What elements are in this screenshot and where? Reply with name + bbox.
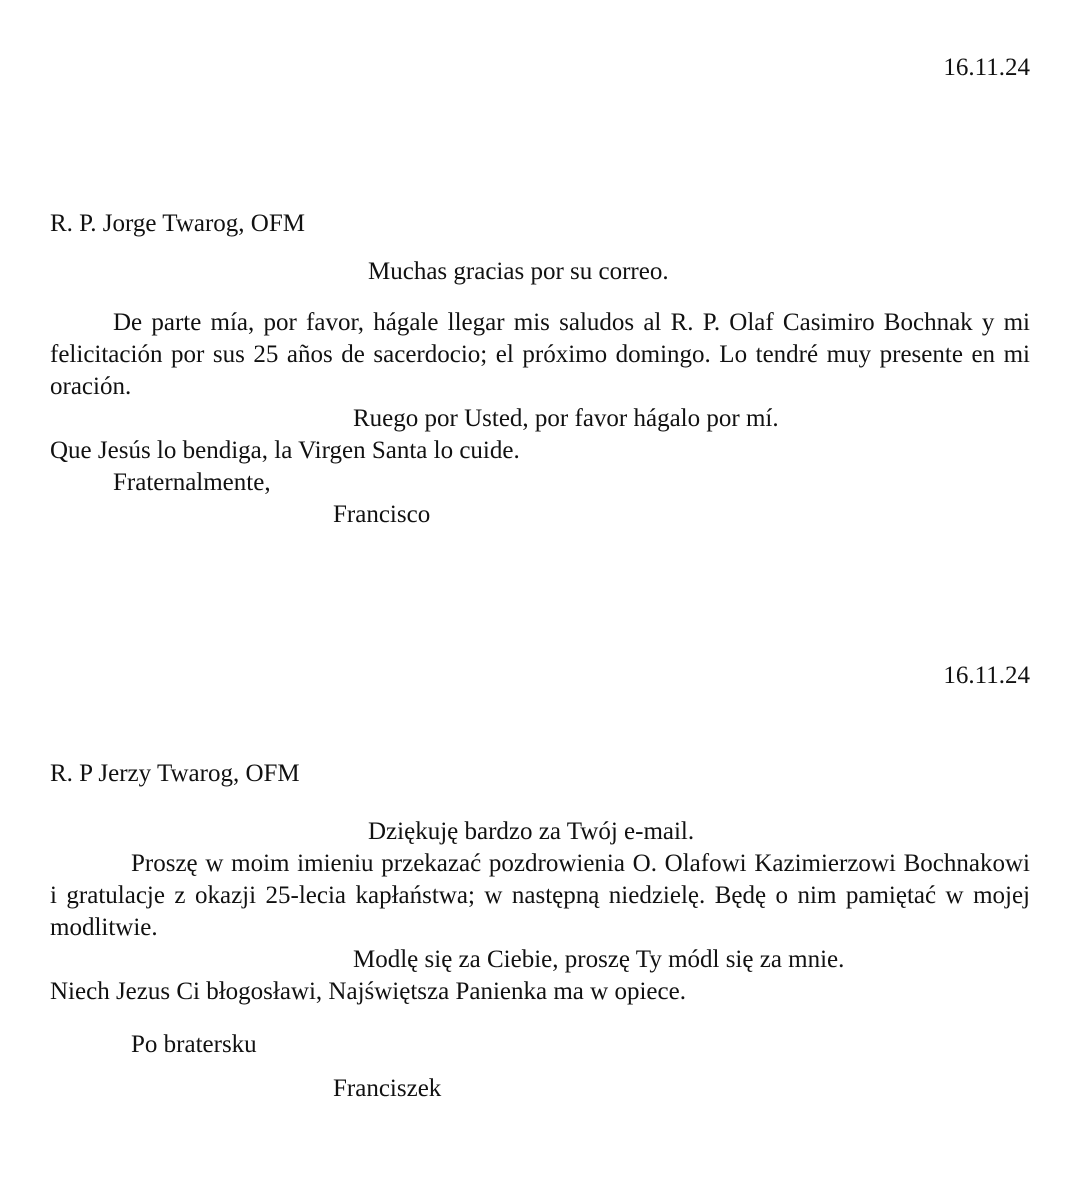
letter-closing: Po bratersku (131, 1031, 257, 1058)
letter-spanish (50, 52, 1030, 531)
letter-signature: Franciszek (333, 1075, 442, 1102)
letter-date: 16.11.24 (943, 54, 1030, 81)
letter-polish (50, 660, 1030, 1105)
letter-request: Modlę się za Ciebie, proszę Ty módl się za mnie. (353, 946, 845, 973)
letter-greeting: Dziękuję bardzo za Twój e-mail. (368, 818, 695, 845)
letter-greeting: Muchas gracias por su correo. (368, 258, 669, 285)
letter-blessing: Que Jesús lo bendiga, la Virgen Santa lo cuide. (50, 437, 520, 464)
letter-closing: Fraternalmente, (113, 469, 271, 496)
letter-body: De parte mía, por favor, hágale llegar mis saludos al R. P. Olaf Casimiro Bochnak y mi felicitación por sus 25 años de sacerdocio; el próximo domingo. Lo tendré muy presente en mi oración. (50, 309, 1030, 400)
letter-recipient: R. P Jerzy Twarog, OFM (50, 760, 300, 787)
letter-signature: Francisco (333, 501, 431, 528)
letter-blessing: Niech Jezus Ci błogosławi, Najświętsza Panienka ma w opiece. (50, 978, 686, 1005)
letter-date: 16.11.24 (943, 662, 1030, 689)
letter-recipient: R. P. Jorge Twarog, OFM (50, 210, 305, 237)
letter-request: Ruego por Usted, por favor hágalo por mí. (353, 405, 779, 432)
letter-body: Proszę w moim imieniu przekazać pozdrowienia O. Olafowi Kazimierzowi Bochnakowi i gratulacje z okazji 25-lecia kapłaństwa; w następną niedzielę. Będę o nim pamiętać w mojej modlitwie. (50, 850, 1030, 941)
